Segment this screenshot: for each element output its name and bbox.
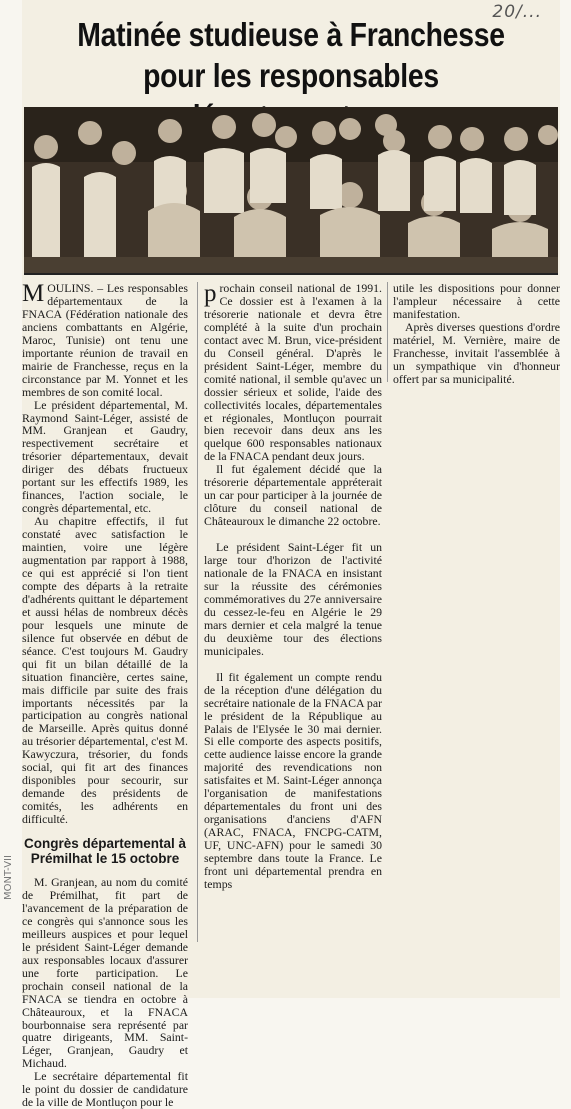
paragraph: prochain conseil national de 1991. Ce dossier est à l'examen à la trésorerie nationale et devra être complété à la suite d'un prochain contact avec M. Brun, vice-président du Conseil général. D'après le président Saint-Léger, membre du comité national, il semble qu'avec un dossier sérieux et solide, l'aide des collectivités locales, départementales et régionales, Montluçon pourrait bien recevoir dans deux ans les quelque 600 responsables nationaux de la FNACA pendant deux jours. [204, 280, 382, 464]
paragraph: Le président départemental, M. Raymond Saint-Léger, assisté de MM. Granjean et Gaudry, respectivement secrétaire et trésorier départementaux, devait diriger des débats fructueux portant sur les effectifs 1989, les finances, l'action sociale, le congrès départemental, etc. [22, 397, 188, 516]
article-column-1 [22, 282, 188, 1109]
headline-line-2: pour les responsables [143, 57, 439, 94]
paragraph: Le président Saint-Léger fit un large tour d'horizon de l'activité nationale de la FNACA en insistant sur la réussite des cérémonies commémoratives du 27e anniversaire du cessez-le-feu en Algérie le 29 mars dernier et cela malgré la tenue du deuxième tour des élections municipales. [204, 540, 382, 658]
subheading: Congrès départemental à Prémilhat le 15 octobre [23, 836, 187, 867]
paragraph: Il fit également un compte rendu de la réception d'une délégation du secrétaire nationale de la FNACA par le président de la République au Palais de l'Elysée le 30 mai dernier. Si elle comporte des aspects positifs, cette audience laisse encore la grande majorité des revendications non satisfaites et M. Saint-Léger annonça l'organisation de manifestations départementales du front uni des organisations d'anciens d'AFN (ARAC, FNACA, FNCPG-CATM, UF, UNC-AFN) pour le samedi 30 septembre dans toute la France. Le front uni départemental prendra en temps [204, 669, 382, 891]
column-divider [387, 282, 388, 382]
paragraph: Au chapitre effectifs, il fut constaté avec satisfaction le maintien, voire une légère augmentation par rapport à 1988, ce qui est apprécié si l'on tient compte des départs à la retraite d'adhérents quittant le département et aussi hélas de nombreux décès pour lesquels une minute de silence fut observée en début de séance. C'est toujours M. Gaudry qui fit un bilan détaillé de la situation financière, certes saine, mais difficile par suite des frais importants nécessités par la participation au congrès national de Marseille. Après quitus donné au trésorier départemental, c'est M. Kawyczura, trésorier, du fonds social, qui fit art des finances disponibles pour secourir, sur demande des présidents de comités, les adhérents en difficulté. [22, 514, 188, 827]
paragraph: Le secrétaire départemental fit le point du dossier de candidature de la ville de Montluçon pour le [22, 1069, 188, 1109]
column-divider [197, 282, 198, 942]
group-photo-illustration [24, 107, 558, 273]
headline-line-1: Matinée studieuse à Franchesse [77, 16, 505, 53]
paragraph: MOULINS. – Les responsables départementaux de la FNACA (Fédération nationale des anciens combattants en Algérie, Maroc, Tunisie) ont tenu une importante réunion de travail en mairie de Franchesse, reçus en la circonstance par M. Yonnet et les membres de son comité local. [22, 280, 188, 399]
paragraph: Après diverses questions d'ordre matériel, M. Vernière, maire de Franchesse, invitait l'assemblée à un sympathique vin d'honneur offert par sa municipalité. [393, 319, 560, 386]
paragraph: M. Granjean, au nom du comité de Prémilhat, fit part de l'avancement de la préparation de ce congrès qui s'annonce sous les meilleurs auspices et pour lequel le président Saint-Léger demande aux responsables locaux d'assurer une forte participation. Le prochain conseil national de la FNACA se tiendra en octobre à Châteauroux, et la FNACA bourbonnaise sera représenté par quatre dirigeants, MM. Saint-Léger, Granjean, Gaudry et Michaud. [22, 875, 188, 1071]
article-column-3 [393, 282, 560, 386]
margin-mark: MONT-VII [3, 855, 14, 900]
paragraph: utile les dispositions pour donner l'ampleur nécessaire à cette manifestation. [393, 281, 560, 321]
group-photo [24, 107, 558, 275]
handwritten-note: 20/... [492, 2, 542, 22]
paragraph: Il fut également décidé que la trésorerie départementale appréterait un car pour participer à la journée de clôture du conseil national de Châteauroux le dimanche 22 octobre. [204, 462, 382, 529]
newspaper-clipping [22, 0, 560, 1109]
article-column-2 [204, 282, 382, 891]
